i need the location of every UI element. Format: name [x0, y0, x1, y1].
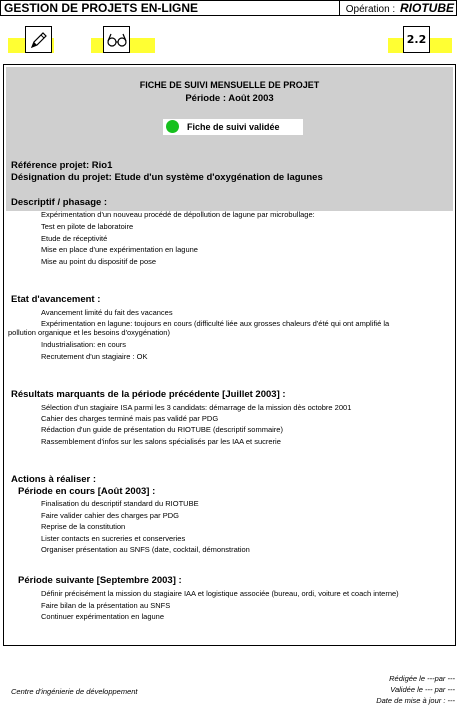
list-item: Reprise de la constitution — [41, 522, 126, 531]
list-item: Etude de réceptivité — [41, 234, 108, 243]
list-item: Mise au point du dispositif de pose — [41, 257, 157, 266]
footer-redigee: Rédigée le ---par --- — [389, 674, 455, 683]
app-title: GESTION DE PROJETS EN-LIGNE — [4, 1, 199, 15]
list-item: Continuer expérimentation en lagune — [41, 612, 164, 621]
list-item: Organiser présentation au SNFS (date, cocktail, démonstration — [41, 545, 250, 554]
footer-organization: Centre d'ingénierie de développement — [11, 687, 138, 696]
version-tool[interactable] — [388, 26, 452, 56]
pencil-icon — [29, 30, 49, 50]
list-item: Définir précisément la mission du stagiaire IAA et logistique associée (bureau, ordi, voiture et coach interne) — [41, 589, 399, 598]
list-item: Avancement limité du fait des vacances — [41, 308, 173, 317]
header-bar — [0, 0, 457, 16]
period-current-title: Période en cours [Août 2003] : — [18, 486, 156, 497]
project-designation: Désignation du projet: Etude d'un système d'oxygénation de lagunes — [11, 172, 323, 183]
list-item: Recrutement d'un stagiaire : OK — [41, 352, 148, 361]
view-button[interactable] — [103, 26, 130, 53]
operation-field — [339, 1, 454, 15]
list-item: Mise en place d'une expérimentation en lagune — [41, 245, 198, 254]
list-item: Test en pilote de laboratoire — [41, 222, 134, 231]
edit-button[interactable] — [25, 26, 52, 53]
section-avancement-title: Etat d'avancement : — [11, 294, 101, 305]
list-item: Rassemblement d'infos sur les salons spécialisés par les IAA et sucrerie — [41, 437, 281, 446]
list-item: Expérimentation d'un nouveau procédé de dépollution de lagune par microbullage: — [41, 210, 315, 219]
operation-value: RIOTUBE — [400, 1, 454, 15]
version-number: 2.2 — [406, 33, 427, 46]
section-resultats-title: Résultats marquants de la période précédente [Juillet 2003] : — [11, 389, 286, 400]
status-label: Fiche de suivi validée — [187, 122, 280, 132]
status-dot-icon — [166, 120, 179, 133]
view-tool[interactable] — [91, 26, 155, 56]
operation-label: Opération : — [345, 4, 396, 15]
status-badge — [163, 119, 303, 135]
section-descriptif-title: Descriptif / phasage : — [11, 197, 108, 208]
list-item: pollution organique et les besoins d'oxygénation) — [8, 328, 170, 337]
glasses-icon — [106, 32, 128, 48]
report-banner — [6, 67, 453, 211]
list-item: Lister contacts en sucreries et conserveries — [41, 534, 186, 543]
list-item: Sélection d'un stagiaire ISA parmi les 3 candidats: démarrage de la mission dès octobre 2001 — [41, 403, 352, 412]
list-item: Faire bilan de la présentation au SNFS — [41, 601, 171, 610]
report-period: Période : Août 2003 — [185, 93, 274, 104]
footer-validee: Validée le --- par --- — [390, 685, 455, 694]
version-button[interactable] — [403, 26, 430, 53]
edit-tool[interactable] — [8, 26, 54, 56]
list-item: Industrialisation: en cours — [41, 340, 127, 349]
list-item: Rédaction d'un guide de présentation du RIOTUBE (descriptif sommaire) — [41, 425, 283, 434]
section-actions-title: Actions à réaliser : — [11, 474, 97, 485]
list-item: Finalisation du descriptif standard du RIOTUBE — [41, 499, 199, 508]
report-title: FICHE DE SUIVI MENSUELLE DE PROJET — [139, 80, 320, 90]
list-item: Expérimentation en lagune: toujours en cours (difficulté liée aux grosses chaleurs d'été qui ont amplifié la — [41, 319, 390, 328]
list-item: Cahier des charges terminé mais pas validé par PDG — [41, 414, 219, 423]
footer-update-date: Date de mise à jour : --- — [376, 696, 455, 705]
list-item: Faire valider cahier des charges par PDG — [41, 511, 179, 520]
project-reference: Référence projet: Rio1 — [11, 160, 113, 171]
period-next-title: Période suivante [Septembre 2003] : — [18, 575, 182, 586]
